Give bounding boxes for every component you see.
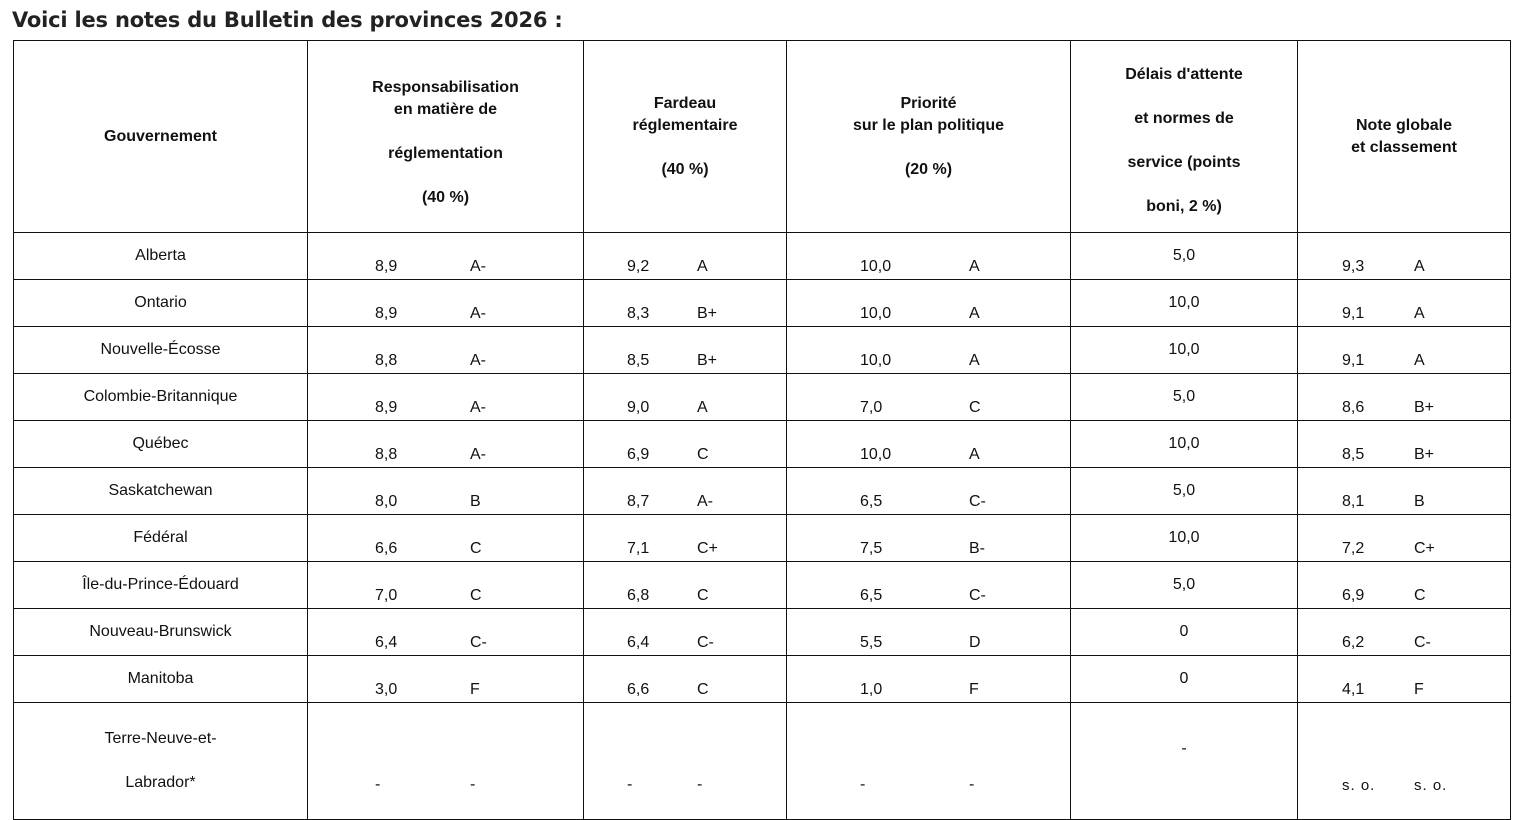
responsabilisation-cell: 8,8 A-: [308, 421, 584, 468]
gov-cell: Colombie-Britannique: [14, 374, 308, 421]
delais-cell: 10,0: [1071, 515, 1298, 562]
gov-cell: Terre-Neuve-et- Labrador*: [14, 703, 308, 820]
fardeau-cell: 6,9 C: [584, 421, 787, 468]
bulletin-table: [13, 40, 1511, 820]
delais-cell: 5,0: [1071, 374, 1298, 421]
delais-cell: -: [1071, 703, 1298, 820]
responsabilisation-cell: 3,0 F: [308, 656, 584, 703]
gov-cell: Saskatchewan: [14, 468, 308, 515]
priorite-cell: 6,5 C-: [787, 468, 1071, 515]
responsabilisation-cell: 6,4 C-: [308, 609, 584, 656]
gov-cell: Nouvelle-Écosse: [14, 327, 308, 374]
delais-cell: 5,0: [1071, 233, 1298, 280]
responsabilisation-cell: - -: [308, 703, 584, 820]
note-globale-cell: s. o. s. o.: [1298, 703, 1511, 820]
header-delais: Délais d'attente et normes de service (points boni, 2 %): [1071, 41, 1298, 233]
delais-cell: 10,0: [1071, 327, 1298, 374]
note-globale-cell: 6,9 C: [1298, 562, 1511, 609]
table-row: [14, 468, 1511, 515]
responsabilisation-cell: 7,0 C: [308, 562, 584, 609]
table-row: [14, 421, 1511, 468]
priorite-cell: 10,0 A: [787, 421, 1071, 468]
gov-cell: Québec: [14, 421, 308, 468]
table-row: [14, 515, 1511, 562]
gov-cell: Île-du-Prince-Édouard: [14, 562, 308, 609]
note-globale-cell: 7,2 C+: [1298, 515, 1511, 562]
table-row-terre-neuve: [14, 703, 1511, 820]
delais-cell: 5,0: [1071, 468, 1298, 515]
responsabilisation-cell: 6,6 C: [308, 515, 584, 562]
note-globale-cell: 8,1 B: [1298, 468, 1511, 515]
table-row: [14, 327, 1511, 374]
responsabilisation-cell: 8,0 B: [308, 468, 584, 515]
note-globale-cell: 9,1 A: [1298, 280, 1511, 327]
priorite-cell: 10,0 A: [787, 233, 1071, 280]
gov-cell: Ontario: [14, 280, 308, 327]
responsabilisation-cell: 8,9 A-: [308, 280, 584, 327]
table-row: [14, 233, 1511, 280]
priorite-cell: 5,5 D: [787, 609, 1071, 656]
note-globale-cell: 9,3 A: [1298, 233, 1511, 280]
delais-cell: 10,0: [1071, 421, 1298, 468]
note-globale-cell: 8,6 B+: [1298, 374, 1511, 421]
note-globale-cell: 6,2 C-: [1298, 609, 1511, 656]
table-row: [14, 280, 1511, 327]
priorite-cell: 6,5 C-: [787, 562, 1071, 609]
fardeau-cell: 8,3 B+: [584, 280, 787, 327]
fardeau-cell: 7,1 C+: [584, 515, 787, 562]
gov-cell: Manitoba: [14, 656, 308, 703]
note-globale-cell: 4,1 F: [1298, 656, 1511, 703]
fardeau-cell: 6,4 C-: [584, 609, 787, 656]
gov-cell: Fédéral: [14, 515, 308, 562]
priorite-cell: 7,5 B-: [787, 515, 1071, 562]
fardeau-cell: 6,8 C: [584, 562, 787, 609]
fardeau-cell: 8,7 A-: [584, 468, 787, 515]
page-title: Voici les notes du Bulletin des provinces 2026 :: [12, 8, 563, 32]
note-globale-cell: 8,5 B+: [1298, 421, 1511, 468]
fardeau-cell: - -: [584, 703, 787, 820]
table-row: [14, 609, 1511, 656]
table-row: [14, 374, 1511, 421]
responsabilisation-cell: 8,9 A-: [308, 233, 584, 280]
table-row: [14, 656, 1511, 703]
table-row: [14, 562, 1511, 609]
delais-cell: 0: [1071, 609, 1298, 656]
header-priorite: Priorité sur le plan politique (20 %): [787, 41, 1071, 233]
delais-cell: 0: [1071, 656, 1298, 703]
note-globale-cell: 9,1 A: [1298, 327, 1511, 374]
responsabilisation-cell: 8,9 A-: [308, 374, 584, 421]
header-row: [14, 41, 1511, 233]
header-note-globale: Note globale et classement: [1298, 41, 1511, 233]
delais-cell: 5,0: [1071, 562, 1298, 609]
fardeau-cell: 6,6 C: [584, 656, 787, 703]
priorite-cell: 10,0 A: [787, 280, 1071, 327]
header-fardeau: Fardeau réglementaire (40 %): [584, 41, 787, 233]
priorite-cell: 7,0 C: [787, 374, 1071, 421]
priorite-cell: 10,0 A: [787, 327, 1071, 374]
gov-cell: Alberta: [14, 233, 308, 280]
priorite-cell: 1,0 F: [787, 656, 1071, 703]
header-gouvernement: Gouvernement: [14, 41, 308, 233]
gov-cell: Nouveau-Brunswick: [14, 609, 308, 656]
fardeau-cell: 9,0 A: [584, 374, 787, 421]
header-responsabilisation: Responsabilisation en matière de réglementation (40 %): [308, 41, 584, 233]
delais-cell: 10,0: [1071, 280, 1298, 327]
fardeau-cell: 9,2 A: [584, 233, 787, 280]
responsabilisation-cell: 8,8 A-: [308, 327, 584, 374]
fardeau-cell: 8,5 B+: [584, 327, 787, 374]
priorite-cell: - -: [787, 703, 1071, 820]
